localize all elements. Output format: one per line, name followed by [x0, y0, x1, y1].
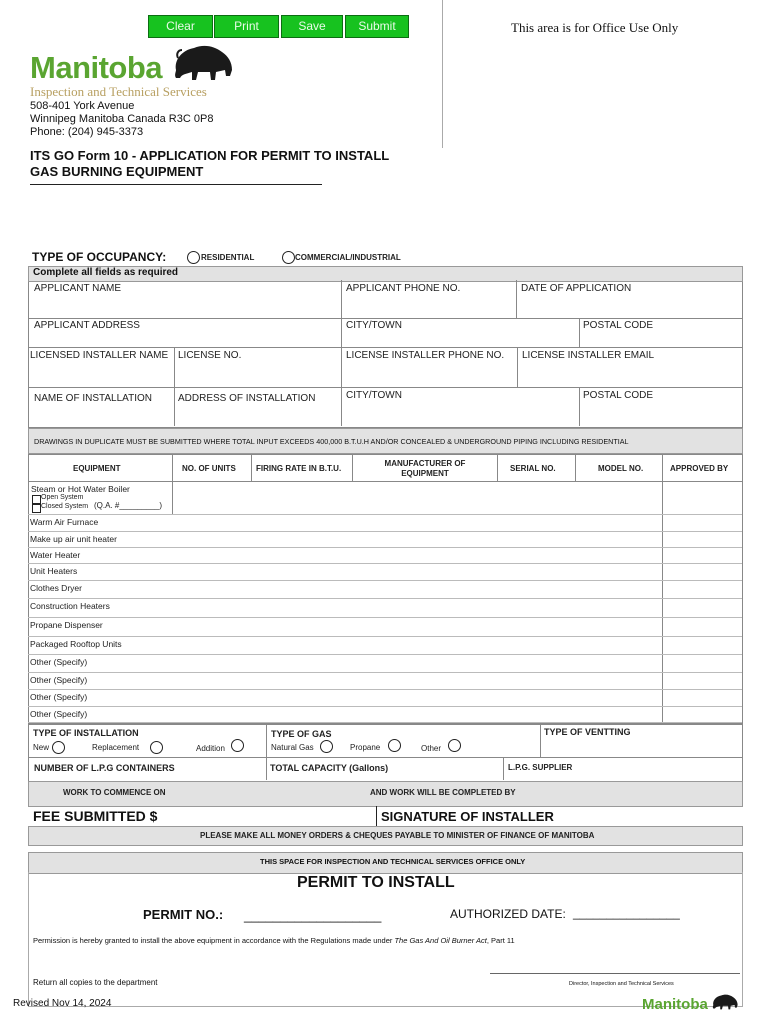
save-button[interactable]: Save [281, 15, 343, 38]
bison-icon [170, 40, 236, 86]
equipment-row-label: Propane Dispenser [30, 620, 103, 630]
address-block [30, 100, 213, 139]
serial-header: SERIAL NO. [510, 464, 556, 473]
approved-by-header: APPROVED BY [670, 464, 729, 473]
submit-button[interactable]: Submit [345, 15, 409, 38]
open-system-checkbox[interactable] [32, 495, 41, 504]
table-row[interactable] [28, 531, 742, 548]
work-commence-field[interactable]: WORK TO COMMENCE ON [63, 788, 166, 797]
applicant-name-field[interactable]: APPLICANT NAME [34, 283, 122, 294]
new-radio[interactable] [52, 741, 65, 754]
city-town-field[interactable]: CITY/TOWN [346, 390, 402, 401]
license-installer-phone-field[interactable]: LICENSE INSTALLER PHONE NO. [346, 350, 505, 361]
applicant-address-field[interactable]: APPLICANT ADDRESS [34, 320, 140, 331]
permission-text-end: , Part 11 [486, 936, 515, 945]
postal-code-field[interactable]: POSTAL CODE [583, 390, 654, 401]
equipment-row-label: Warm Air Furnace [30, 517, 99, 527]
postal-code-field[interactable]: POSTAL CODE [583, 320, 654, 331]
print-button[interactable]: Print [214, 15, 279, 38]
table-row[interactable] [28, 672, 742, 690]
occupancy-label: TYPE OF OCCUPANCY: [32, 250, 167, 264]
other-gas-radio[interactable] [448, 739, 461, 752]
addition-radio[interactable] [231, 739, 244, 752]
permission-act-title: The Gas And Oil Burner Act [394, 936, 487, 945]
office-space-label: THIS SPACE FOR INSPECTION AND TECHNICAL SERVICES OFFICE ONLY [260, 857, 526, 866]
table-row[interactable] [28, 547, 742, 564]
permit-no-label: PERMIT NO.: [143, 907, 224, 922]
other-gas-label: Other [421, 744, 442, 753]
replacement-label: Replacement [92, 743, 140, 752]
manufacturer-header: MANUFACTURER OF EQUIPMENT [384, 459, 466, 478]
division-subtitle: Inspection and Technical Services [30, 84, 207, 99]
form-title-line: ITS GO Form 10 - APPLICATION FOR PERMIT TO INSTALL [30, 148, 390, 163]
venting-label: TYPE OF VENTTING [544, 727, 631, 737]
lpg-containers-field[interactable]: NUMBER OF L.P.G CONTAINERS [34, 763, 175, 773]
replacement-radio[interactable] [150, 741, 163, 754]
new-label: New [33, 743, 50, 752]
address-of-installation-field[interactable]: ADDRESS OF INSTALLATION [178, 393, 316, 404]
equipment-row-label: Other (Specify) [30, 657, 88, 667]
form-title-line: GAS BURNING EQUIPMENT [30, 164, 204, 179]
table-row[interactable] [28, 706, 742, 723]
permission-text-main: Permission is hereby granted to install the above equipment in accordance with the Regulations made under [33, 936, 395, 945]
equipment-row-label: Packaged Rooftop Units [30, 639, 122, 649]
boiler-label: Steam or Hot Water Boiler [31, 484, 130, 494]
authorized-date-input[interactable]: ________________ [573, 906, 680, 920]
complete-note: Complete all fields as required [33, 267, 179, 278]
table-row[interactable] [28, 514, 742, 532]
equipment-row-label: Unit Heaters [30, 566, 78, 576]
applicant-phone-field[interactable]: APPLICANT PHONE NO. [346, 283, 461, 294]
lpg-supplier-field[interactable]: L.P.G. SUPPLIER [508, 763, 573, 772]
address-line: Winnipeg Manitoba Canada R3C 0P8 [30, 113, 214, 125]
address-line: 508-401 York Avenue [30, 100, 135, 112]
license-no-field[interactable]: LICENSE NO. [178, 350, 242, 361]
propane-radio[interactable] [388, 739, 401, 752]
footer-bison-icon [710, 992, 740, 1012]
table-row[interactable] [28, 636, 742, 655]
residential-radio[interactable] [187, 251, 200, 264]
equipment-row-label: Construction Heaters [30, 601, 110, 611]
manitoba-wordmark: Manitoba [30, 50, 163, 85]
firing-rate-header: FIRING RATE IN B.T.U. [256, 464, 342, 473]
table-row[interactable] [28, 654, 742, 673]
commercial-radio[interactable] [282, 251, 295, 264]
permission-text [33, 936, 515, 945]
equipment-row-label: Make up air unit heater [30, 534, 117, 544]
licensed-installer-name-field[interactable]: LICENSED INSTALLER NAME [30, 350, 169, 361]
table-row[interactable] [28, 598, 742, 618]
propane-label: Propane [350, 743, 381, 752]
title-underline [30, 184, 322, 185]
date-of-application-field[interactable]: DATE OF APPLICATION [521, 283, 632, 294]
address-line: Phone: (204) 945-3373 [30, 126, 144, 138]
authorized-date-label: AUTHORIZED DATE: [450, 907, 566, 921]
equipment-row-label: Other (Specify) [30, 692, 88, 702]
natural-gas-label: Natural Gas [271, 743, 314, 752]
table-row[interactable] [28, 689, 742, 707]
office-divider [442, 0, 443, 148]
office-use-note: This area is for Office Use Only [511, 20, 679, 35]
license-installer-email-field[interactable]: LICENSE INSTALLER EMAIL [522, 350, 655, 361]
commercial-label: COMMERCIAL/INDUSTRIAL [295, 253, 401, 262]
table-row[interactable] [28, 617, 742, 637]
money-orders-note: PLEASE MAKE ALL MONEY ORDERS & CHEQUES PAYABLE TO MINISTER OF FINANCE OF MANITOBA [200, 831, 595, 840]
revision-date: Revised Nov 14, 2024 [13, 998, 112, 1009]
equipment-row-label: Other (Specify) [30, 709, 88, 719]
permit-no-input[interactable]: ___________________ [244, 908, 382, 923]
table-row[interactable] [28, 563, 742, 581]
director-label: Director, Inspection and Technical Services [569, 981, 674, 987]
equipment-row-label: Water Heater [30, 550, 81, 560]
qa-number[interactable]: (Q.A. #_________) [94, 501, 163, 510]
table-row[interactable] [28, 580, 742, 599]
drawings-note: DRAWINGS IN DUPLICATE MUST BE SUBMITTED WHERE TOTAL INPUT EXCEEDS 400,000 B.T.U.H AND/OR CONCEALED & UNDERGROUND PIPING INCLUDING RESIDENTIAL [34, 437, 629, 446]
director-signature-line[interactable] [490, 973, 740, 974]
form-title [30, 148, 389, 180]
permit-title: PERMIT TO INSTALL [297, 874, 455, 891]
closed-system-label: Closed System [41, 503, 89, 510]
fee-submitted-field[interactable]: FEE SUBMITTED $ [33, 808, 158, 824]
clear-button[interactable]: Clear [148, 15, 213, 38]
gas-type-label: TYPE OF GAS [271, 729, 332, 739]
equipment-row-label: Other (Specify) [30, 675, 88, 685]
work-completed-field[interactable]: AND WORK WILL BE COMPLETED BY [370, 788, 516, 797]
equipment-header: EQUIPMENT [73, 464, 121, 473]
open-system-label: Open System [41, 494, 84, 501]
installer-signature-field[interactable]: SIGNATURE OF INSTALLER [381, 809, 554, 824]
installation-type-label: TYPE OF INSTALLATION [33, 728, 139, 738]
closed-system-checkbox[interactable] [32, 504, 41, 513]
equipment-row-label: Clothes Dryer [30, 583, 82, 593]
addition-label: Addition [196, 744, 225, 753]
total-capacity-field[interactable]: TOTAL CAPACITY (Gallons) [270, 763, 389, 773]
footer-manitoba-logo: Manitoba [642, 996, 708, 1013]
model-header: MODEL NO. [598, 464, 644, 473]
residential-label: RESIDENTIAL [201, 253, 255, 262]
city-town-field[interactable]: CITY/TOWN [346, 320, 402, 331]
return-copies-note: Return all copies to the department [33, 978, 158, 987]
units-header: NO. OF UNITS [182, 464, 236, 473]
natural-gas-radio[interactable] [320, 740, 333, 753]
name-of-installation-field[interactable]: NAME OF INSTALLATION [34, 393, 152, 404]
